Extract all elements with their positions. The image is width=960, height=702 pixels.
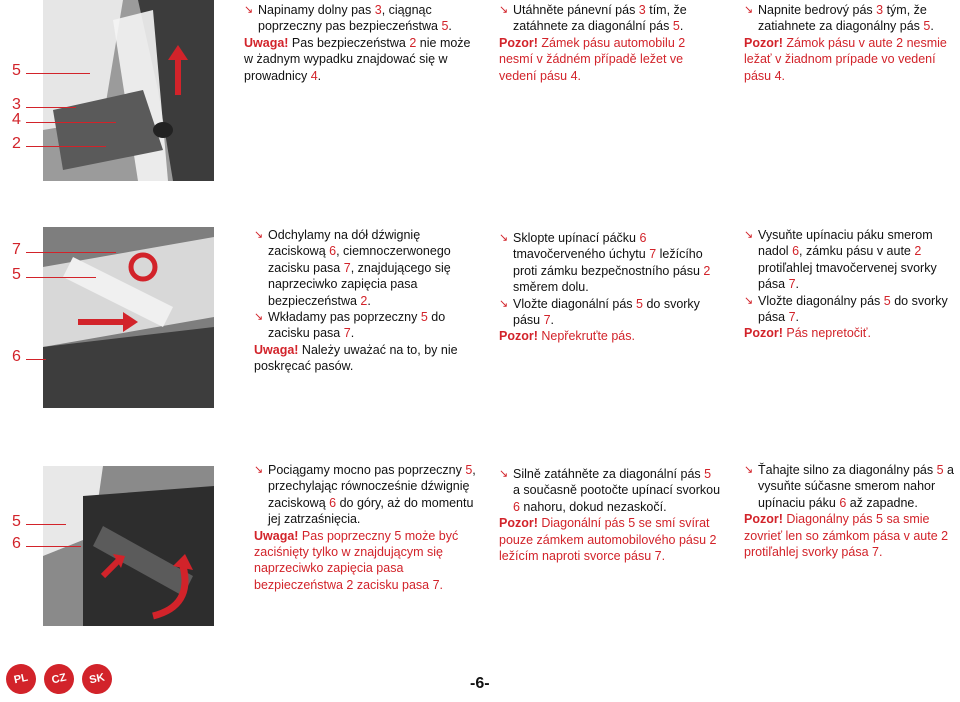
text-span: nesmie ležať v žiadnom prípade vo vedení pásu — [744, 35, 947, 83]
instruction-pl — [254, 227, 479, 375]
text-span: 5 — [704, 467, 712, 481]
text-span: ležícího proti zámku bezpečnostního pásu — [513, 247, 704, 278]
instruction-sk — [744, 227, 960, 342]
text-span: . — [550, 313, 555, 328]
instruction-note — [499, 35, 721, 84]
instruction-step — [254, 309, 479, 342]
text-span: 7 — [872, 545, 879, 560]
label-6: 6 — [12, 348, 21, 365]
text-span: Pás nepretočiť. — [782, 326, 871, 341]
instruction-step — [744, 2, 960, 35]
text-span: tím, že zatáhnete za diagonální pás — [513, 3, 687, 34]
text-span: 6 — [792, 244, 800, 259]
text-span: směrem dolu. — [513, 280, 589, 295]
text-span: Pociągamy mocno pas poprzeczny — [268, 463, 466, 477]
text-span: . — [448, 19, 452, 34]
page-number: -6- — [470, 675, 490, 692]
leader-line — [26, 524, 66, 525]
instruction-cz — [499, 466, 721, 564]
text-span: 5 — [465, 463, 473, 477]
text-span: . — [679, 19, 684, 34]
text-span: 7 — [343, 326, 351, 341]
instruction-pl — [254, 462, 479, 593]
text-span: 5 — [883, 293, 891, 308]
text-span: , ciągnąc poprzeczny pas bezpieczeństwa — [258, 3, 442, 34]
text-span: Pas bezpieczeństwa — [288, 35, 410, 50]
text-span: Pozor! — [499, 516, 538, 531]
label-4: 4 — [12, 111, 21, 128]
text-span: protiľahlej svorky pása — [744, 545, 873, 560]
text-span: 4 — [310, 68, 318, 83]
instruction-step — [744, 462, 960, 511]
instruction-note — [744, 325, 960, 341]
text-span: 2 — [709, 532, 717, 547]
text-span: Vložte diagonálny pás — [758, 293, 884, 308]
flag-pl: PL — [3, 661, 39, 697]
text-span: 6 — [329, 244, 337, 259]
instruction-sk — [744, 462, 960, 560]
leader-line — [26, 252, 116, 253]
text-span: 6 — [513, 499, 520, 514]
text-span: 7 — [788, 277, 796, 292]
text-span: do góry, aż do momentu jej zatrzaśnięcia. — [268, 495, 474, 527]
instruction-note — [499, 328, 721, 344]
text-span: . — [930, 19, 934, 34]
text-span: . — [350, 326, 355, 341]
instruction-note — [244, 35, 476, 84]
text-span: Wkładamy pas poprzeczny — [268, 310, 421, 325]
label-5: 5 — [12, 62, 21, 79]
instruction-step — [499, 2, 721, 35]
text-span: Odchylamy na dół dźwignię zaciskową — [268, 228, 421, 259]
text-span: 7 — [543, 313, 551, 328]
text-span: tmavočerveného úchytu — [513, 247, 650, 262]
text-span: , zámku pásu v aute — [799, 244, 915, 259]
photo-belt-clamp — [43, 227, 214, 408]
text-span: protiľahlej tmavočervenej svorky pása — [758, 260, 937, 292]
text-span: Diagonální pás — [537, 516, 629, 531]
text-span: Pozor! — [744, 35, 783, 50]
text-span: do svorky pása — [758, 293, 948, 325]
instruction-cz — [499, 2, 721, 84]
text-span: , znajdującego się naprzeciwko zapięcia pasa bezpieczeństwa — [268, 260, 451, 308]
leader-line — [26, 107, 76, 108]
text-span: Utáhněte pánevní pás — [513, 3, 639, 17]
leader-line — [26, 122, 116, 123]
label-3: 3 — [12, 96, 21, 113]
text-span: . — [795, 277, 800, 292]
text-span: 3 — [638, 3, 646, 17]
text-span: Sklopte upínací páčku — [513, 231, 640, 245]
instruction-step — [254, 227, 479, 309]
text-span: 7 — [649, 247, 657, 262]
text-span: a vysuňte súčasne smerom nahor upínaciu páku — [758, 463, 954, 510]
instruction-step — [744, 293, 960, 326]
text-span: Uwaga! — [244, 35, 289, 50]
photo-drawing — [43, 0, 214, 181]
text-span: 4 — [570, 68, 578, 83]
text-span: . — [439, 577, 444, 592]
text-span: 7 — [343, 260, 351, 275]
text-span: 5 — [923, 19, 931, 34]
leader-line — [26, 277, 96, 278]
leader-line — [26, 359, 46, 360]
text-span: Pozor! — [499, 329, 538, 344]
text-span: Zámok pásu v aute — [782, 35, 897, 50]
text-span: 6 — [329, 495, 337, 510]
text-span: ležícím naproti svorce pásu — [499, 549, 655, 564]
flag-cz: CZ — [41, 661, 77, 697]
text-span: Ťahajte silno za diagonálny pás — [758, 463, 937, 477]
text-span: Pozor! — [744, 512, 783, 527]
leader-line — [26, 546, 81, 547]
text-span: Pas poprzeczny — [298, 528, 395, 543]
text-span: Należy uważać na to, by nie poskręcać pasów. — [254, 342, 458, 374]
text-span: Nepřekruťte pás. — [537, 329, 635, 344]
photo-drawing — [43, 227, 214, 408]
text-span: 4 — [774, 68, 782, 83]
text-span: 5 — [628, 516, 636, 531]
text-span: 5 — [394, 528, 402, 543]
text-span: 7 — [654, 549, 662, 564]
text-span: 2 — [346, 577, 354, 592]
text-span: 5 — [672, 19, 680, 34]
text-span: 5 — [876, 512, 883, 527]
text-span: 5 — [636, 296, 643, 311]
text-span: . — [577, 68, 582, 83]
text-span: 6 — [639, 231, 647, 245]
text-span: 5 — [936, 463, 944, 477]
label-2: 2 — [12, 135, 21, 152]
text-span: 2 — [703, 263, 711, 278]
text-span: , ciemnoczerwonego zacisku pasa — [268, 244, 451, 275]
instruction-note — [744, 511, 960, 560]
text-span: . — [661, 549, 666, 564]
text-span: . — [878, 545, 883, 560]
text-span: 2 — [409, 35, 417, 50]
text-span: Uwaga! — [254, 528, 299, 543]
instruction-sk — [744, 2, 960, 84]
instruction-step — [244, 2, 476, 35]
instruction-note — [744, 35, 960, 84]
label-5: 5 — [12, 513, 21, 530]
text-span: Vysuňte upínaciu páku smerom nadol — [758, 228, 933, 259]
text-span: Napnite bedrový pás — [758, 3, 877, 17]
text-span: 2 — [678, 35, 686, 50]
text-span: Zámek pásu automobilu — [537, 35, 679, 50]
text-span: może być zaciśnięty tylko w znajdującym się naprzeciwko zapięcia pasa bezpieczeństwa — [254, 528, 459, 592]
text-span: 7 — [432, 577, 440, 592]
text-span: až zapadne. — [846, 495, 918, 510]
label-7: 7 — [12, 241, 21, 258]
text-span: zacisku pasa — [353, 577, 433, 592]
text-span: 5 — [441, 19, 449, 34]
text-span: 2 — [941, 528, 949, 543]
text-span: do zacisku pasa — [268, 310, 446, 341]
leader-line — [26, 146, 106, 147]
label-5: 5 — [12, 266, 21, 283]
text-span: se smí svírat pouze zámkem automobilového pásu — [499, 516, 710, 547]
text-span: Pozor! — [744, 326, 783, 341]
text-span: 2 — [360, 293, 368, 308]
text-span: Diagonálny pás — [782, 512, 877, 527]
instruction-step — [499, 466, 721, 515]
text-span: 3 — [876, 3, 884, 17]
text-span: , przechylając równocześnie dźwignię zaciskową — [268, 463, 476, 510]
label-6: 6 — [12, 535, 21, 552]
instruction-note — [499, 515, 721, 564]
instruction-step — [744, 227, 960, 293]
text-span: nie może w żadnym wypadku znajdować się w prowadnicy — [244, 35, 471, 83]
language-flags — [6, 664, 126, 694]
text-span: . — [367, 293, 371, 308]
instruction-pl — [244, 2, 476, 84]
text-span: Napinamy dolny pas — [258, 3, 375, 17]
text-span: Uwaga! — [254, 342, 299, 357]
text-span: nahoru, dokud nezaskočí. — [519, 499, 667, 514]
leader-line — [26, 73, 90, 74]
instruction-step — [254, 462, 479, 528]
text-span: nesmí v žádném případě ležet ve vedení pásu — [499, 52, 684, 83]
text-span: 5 — [420, 310, 428, 325]
text-span: Silně zatáhněte za diagonální pás — [513, 467, 705, 481]
text-span: Pozor! — [499, 35, 538, 50]
text-span: . — [317, 68, 322, 83]
instruction-note — [254, 342, 479, 375]
text-span: 3 — [374, 3, 382, 17]
instruction-note — [254, 528, 479, 594]
text-span: do svorky pásu — [513, 296, 700, 328]
text-span: 2 — [914, 244, 922, 259]
text-span: Vložte diagonální pás — [513, 296, 637, 311]
text-span: . — [795, 310, 800, 325]
text-span: 7 — [788, 310, 796, 325]
instruction-step — [499, 230, 721, 296]
flag-sk: SK — [79, 661, 115, 697]
text-span: . — [781, 68, 786, 83]
photo-belt-tensioning — [43, 0, 214, 181]
text-span: a současně pootočte upínací svorkou — [513, 483, 721, 498]
text-span: tým, že zatiahnete za diagonálny pás — [758, 3, 927, 34]
text-span: 6 — [839, 495, 847, 510]
instruction-step — [499, 296, 721, 329]
text-span: sa smie zovrieť len so zámkom pása v aute — [744, 512, 942, 543]
instruction-cz — [499, 230, 721, 345]
text-span: 2 — [896, 35, 904, 50]
